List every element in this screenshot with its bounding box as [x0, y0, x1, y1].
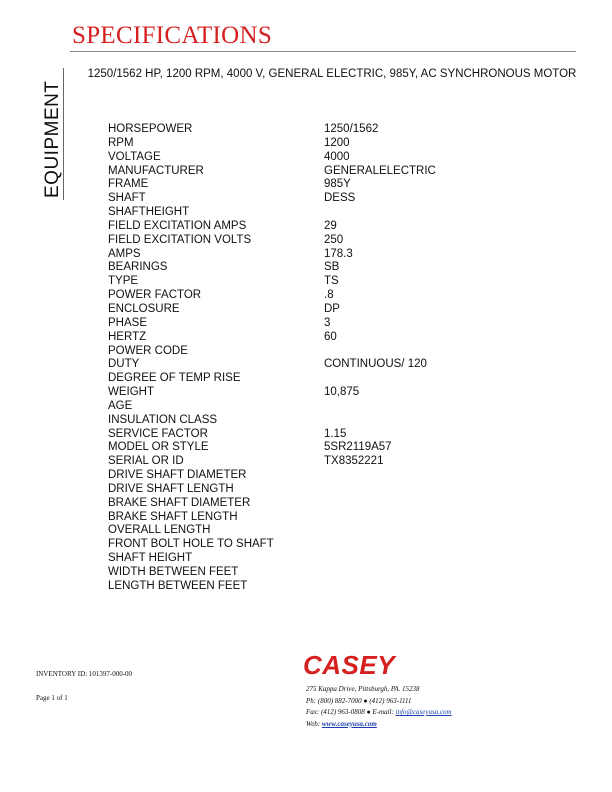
spec-row [108, 455, 508, 469]
page-number: Page 1 of 1 [36, 694, 68, 702]
spec-value: 29 [324, 219, 337, 232]
spec-value: DESS [324, 192, 356, 205]
spec-row [108, 317, 508, 331]
spec-value: 1.15 [324, 427, 347, 440]
equipment-description: 1250/1562 HP, 1200 RPM, 4000 V, GENERAL ELECTRIC, 985Y, AC SYNCHRONOUS MOTOR [87, 68, 577, 80]
spec-row [108, 261, 508, 275]
spec-value: 1200 [324, 136, 350, 149]
spec-label: AMPS [108, 247, 141, 260]
spec-row [108, 566, 508, 580]
spec-label: FRONT BOLT HOLE TO SHAFT [108, 538, 274, 551]
spec-row [108, 151, 508, 165]
spec-row [108, 234, 508, 248]
spec-row [108, 178, 508, 192]
spec-label: SERIAL OR ID [108, 455, 184, 468]
spec-label: DRIVE SHAFT LENGTH [108, 482, 234, 495]
company-web [306, 719, 566, 731]
spec-row [108, 580, 508, 594]
page-title: SPECIFICATIONS [72, 22, 273, 49]
spec-row [108, 469, 508, 483]
spec-label: FIELD EXCITATION VOLTS [108, 233, 252, 246]
spec-label: MODEL OR STYLE [108, 441, 209, 454]
spec-label: HERTZ [108, 330, 147, 343]
spec-row [108, 524, 508, 538]
spec-label: VOLTAGE [108, 150, 161, 163]
spec-row [108, 248, 508, 262]
spec-label: RPM [108, 136, 134, 149]
spec-row [108, 192, 508, 206]
spec-label: DRIVE SHAFT DIAMETER [108, 469, 247, 482]
spec-label: WEIGHT [108, 386, 154, 399]
spec-row [108, 372, 508, 386]
spec-value: DP [324, 302, 340, 315]
spec-row [108, 165, 508, 179]
company-address: 275 Kappa Drive, Pittsburgh, PA. 15238 [306, 685, 420, 693]
spec-value: 985Y [324, 178, 351, 191]
spec-label: FRAME [108, 178, 149, 191]
spec-row [108, 331, 508, 345]
spec-value: SB [324, 261, 340, 274]
spec-label: LENGTH BETWEEN FEET [108, 579, 248, 592]
spec-label: SERVICE FACTOR [108, 427, 208, 440]
spec-row [108, 123, 508, 137]
spec-row [108, 511, 508, 525]
spec-value: 1250/1562 [324, 123, 379, 135]
company-logo: CASEY [303, 650, 396, 680]
spec-value: CONTINUOUS/ 120 [324, 358, 427, 371]
spec-table [108, 123, 508, 594]
spec-row [108, 538, 508, 552]
company-contact [306, 684, 566, 730]
spec-value: .8 [324, 289, 334, 302]
spec-row [108, 386, 508, 400]
inventory-id: INVENTORY ID: 101397-000-00 [36, 670, 133, 678]
spec-label: WIDTH BETWEEN FEET [108, 566, 239, 578]
spec-label: POWER CODE [108, 344, 188, 357]
spec-row [108, 497, 508, 511]
spec-row [108, 400, 508, 414]
spec-value: 178.3 [324, 247, 353, 260]
spec-row [108, 345, 508, 359]
spec-label: BRAKE SHAFT LENGTH [108, 510, 238, 523]
spec-label: BRAKE SHAFT DIAMETER [108, 496, 251, 509]
spec-label: TYPE [108, 275, 139, 288]
spec-label: SHAFT HEIGHT [108, 552, 193, 565]
spec-value: 60 [324, 330, 337, 343]
spec-label: INSULATION CLASS [108, 413, 218, 426]
spec-label: HORSEPOWER [108, 123, 193, 135]
spec-label: ENCLOSURE [108, 302, 180, 315]
spec-value: 5SR2119A57 [324, 441, 392, 454]
spec-row [108, 428, 508, 442]
spec-label: SHAFTHEIGHT [108, 206, 190, 219]
spec-label: SHAFT [108, 192, 146, 205]
spec-value: 10,875 [324, 386, 360, 399]
spec-row [108, 289, 508, 303]
spec-row [108, 441, 508, 455]
spec-value: TS [324, 275, 339, 288]
company-phone: Ph: (800) 882-7000 ● (412) 963-1111 [306, 696, 412, 705]
spec-row [108, 483, 508, 497]
spec-row [108, 303, 508, 317]
spec-label: DUTY [108, 358, 140, 371]
spec-row [108, 414, 508, 428]
spec-value: TX8352221 [324, 455, 384, 468]
spec-label: BEARINGS [108, 261, 168, 274]
spec-value: 3 [324, 316, 331, 329]
spec-value: 250 [324, 233, 344, 246]
spec-row [108, 275, 508, 289]
spec-row [108, 552, 508, 566]
spec-label: FIELD EXCITATION AMPS [108, 219, 247, 232]
title-divider [70, 51, 576, 52]
spec-row [108, 206, 508, 220]
spec-label: AGE [108, 399, 133, 412]
spec-label: OVERALL LENGTH [108, 524, 211, 537]
spec-row [108, 220, 508, 234]
email-link[interactable]: info@caseyusa.com [395, 708, 452, 716]
fax-label: Fax: (412) 963-0808 ● E-mail: [306, 708, 396, 716]
web-label: Web: [306, 719, 322, 728]
spec-label: POWER FACTOR [108, 289, 202, 302]
spec-label: PHASE [108, 316, 147, 329]
spec-value: 4000 [324, 150, 350, 163]
spec-row [108, 358, 508, 372]
spec-value: GENERALELECTRIC [324, 164, 436, 177]
spec-label: DEGREE OF TEMP RISE [108, 372, 241, 385]
section-divider [63, 68, 64, 200]
section-label: EQUIPMENT [42, 80, 63, 198]
spec-row [108, 137, 508, 151]
website-link[interactable]: www.caseyusa.com [321, 719, 377, 728]
company-fax-email [306, 707, 566, 719]
spec-label: MANUFACTURER [108, 164, 204, 177]
